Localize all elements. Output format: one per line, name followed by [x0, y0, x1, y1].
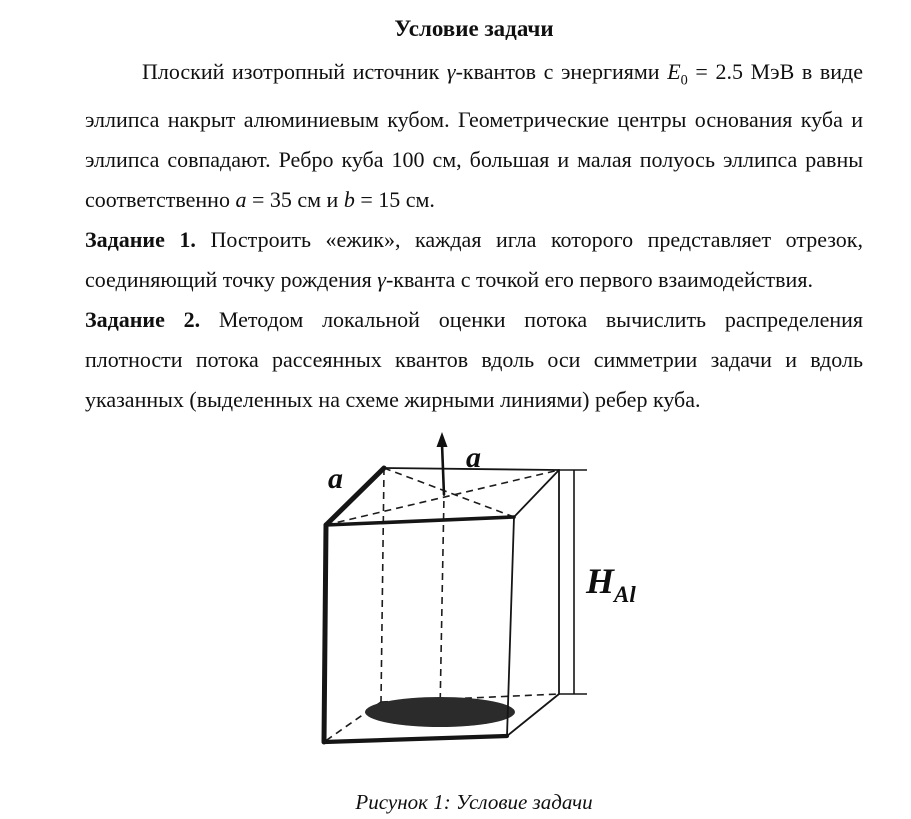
height-symbol: H: [585, 561, 614, 602]
cube-diagram-drawing: [302, 430, 647, 778]
height-dimension-line: [559, 470, 587, 694]
cube-height-label: [585, 561, 636, 607]
axis-arrow: [436, 432, 447, 495]
paragraph-task-2: Задание 2. Методом локальной оценки потока вычислить распределения плотности потока рассеянных квантов вдоль оси симметрии задачи и вдоль указанных (выделенных на схеме жирными линиями) ребер куба.: [85, 307, 863, 413]
figure-cube-diagram: [85, 430, 863, 819]
paragraph-problem-statement: Плоский изотропный источник γ-квантов с энергиями $E_0 = 2.5$ МэВ в виде эллипса накрыт алюминиевым кубом. Геометрические центры основания куба и эллипса совпадают. Ребро куба 100 см, большая и малая полуось эллипса равны соответственно a = 35 см и b = 15 см.: [85, 59, 864, 213]
height-subscript: Al: [613, 582, 636, 608]
figure-caption: Рисунок 1: Условие задачи: [355, 790, 593, 815]
symmetry-axis: [440, 495, 444, 712]
source-ellipse: [365, 697, 515, 727]
page-title: Условие задачи: [394, 16, 554, 41]
edge-length-label: a: [327, 462, 343, 496]
axis-length-label: a: [465, 441, 481, 475]
paragraph-task-1: Задание 1. Построить «ежик», каждая игла которого представляет отрезок, соединяющий точку рождения γ-кванта с точкой его первого взаимодействия.: [85, 227, 863, 293]
